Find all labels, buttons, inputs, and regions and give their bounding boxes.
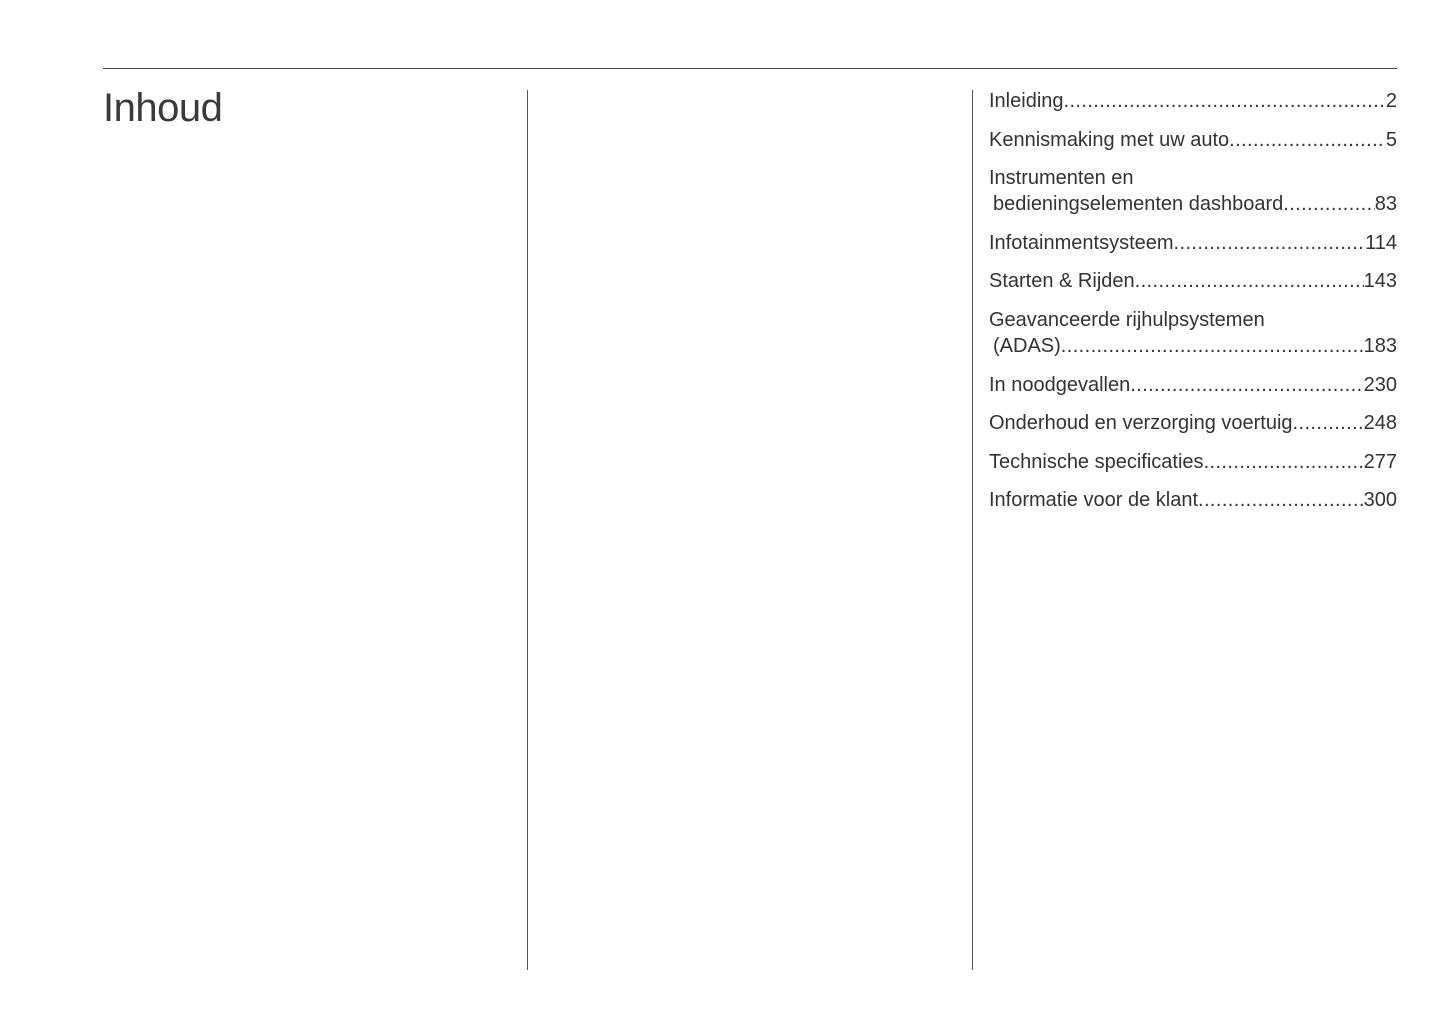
toc-entry-title-line1: Instrumenten en: [989, 167, 1134, 190]
toc-entry[interactable]: [989, 127, 1397, 153]
toc-entry-page: 300: [1363, 489, 1397, 512]
toc-entry-page: 248: [1363, 412, 1397, 435]
dot-leader: [1283, 191, 1375, 217]
toc-entry-page: 5: [1385, 128, 1397, 151]
toc-entry-title: Infotainmentsysteem: [989, 231, 1174, 254]
toc-entry-title: Starten & Rijden: [989, 270, 1135, 293]
dot-leader: [1135, 268, 1364, 294]
dot-leader: [1064, 88, 1386, 114]
dot-leader: [1130, 372, 1363, 398]
toc-entry-title: Inleiding: [989, 90, 1064, 112]
top-rule: [103, 68, 1397, 69]
dot-leader: [1204, 449, 1364, 475]
toc-entry[interactable]: [989, 372, 1397, 398]
toc-entry-title: Technische specificaties: [989, 450, 1204, 473]
toc-entry-title: Onderhoud en verzorging voertuig: [989, 412, 1293, 435]
toc-entry[interactable]: [989, 410, 1397, 436]
toc-entry-page: 143: [1363, 270, 1397, 293]
toc-entry[interactable]: [989, 88, 1397, 114]
dot-leader: [1174, 230, 1366, 256]
dot-leader: [1198, 487, 1364, 513]
toc-entry-page: 277: [1363, 450, 1397, 473]
toc-entry-page: 2: [1385, 90, 1397, 112]
toc-entry[interactable]: [989, 449, 1397, 475]
toc-entry[interactable]: [989, 165, 1397, 217]
column-divider: [527, 90, 528, 970]
toc-entry-page: 83: [1374, 193, 1397, 216]
toc-entry-page: 114: [1365, 231, 1397, 254]
toc-entry[interactable]: [989, 230, 1397, 256]
toc-entry-title-line1: Geavanceerde rijhulpsystemen: [989, 308, 1265, 331]
page-title: Inhoud: [103, 86, 223, 130]
toc-entry[interactable]: [989, 268, 1397, 294]
toc-entry-title: Kennismaking met uw auto: [989, 128, 1230, 151]
toc-entry-title: bedieningselementen dashboard: [993, 193, 1284, 216]
dot-leader: [1061, 333, 1364, 359]
toc-entry-page: 183: [1363, 334, 1397, 357]
table-of-contents: [989, 88, 1397, 526]
toc-entry[interactable]: [989, 307, 1397, 359]
toc-entry[interactable]: [989, 487, 1397, 513]
toc-entry-title: Informatie voor de klant: [989, 489, 1198, 512]
toc-entry-page: 230: [1363, 373, 1397, 396]
dot-leader: [1229, 127, 1386, 153]
toc-entry-title: In noodgevallen: [989, 373, 1131, 396]
dot-leader: [1293, 410, 1364, 436]
column-divider: [972, 90, 973, 970]
toc-entry-title: (ADAS): [993, 334, 1061, 357]
